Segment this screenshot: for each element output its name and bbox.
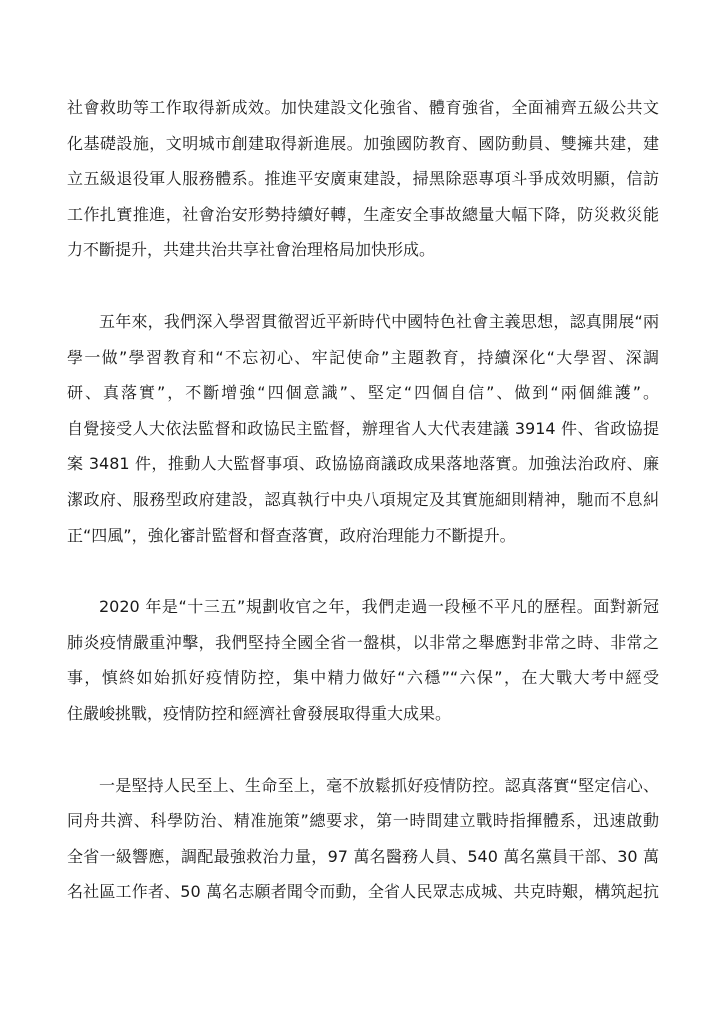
body-text xyxy=(67,90,659,910)
text-line: 一是堅持人民至上、生命至上，毫不放鬆抓好疫情防控。認真落實“堅定信心、 xyxy=(99,775,659,795)
text-line: 全省一級響應，調配最強救治力量，97 萬名醫務人員、540 萬名黨員干部、30 萬 xyxy=(67,846,659,866)
paragraph-spacer xyxy=(67,268,659,304)
text-line: 力不斷提升，共建共治共享社會治理格局加快形成。 xyxy=(67,240,436,260)
text-line: 2020 年是“十三五”規劃收官之年，我們走過一段極不平凡的歷程。面對新冠 xyxy=(99,597,659,617)
text-line: 社會救助等工作取得新成效。加快建設文化強省、體育強省，全面補齊五級公共文 xyxy=(67,98,659,117)
text-line: 潔政府、服務型政府建設，認真執行中央八項規定及其實施細則精神，馳而不息糾 xyxy=(67,489,659,509)
text-line: 化基礎設施，文明城市創建取得新進展。加強國防教育、國防動員、雙擁共建，建 xyxy=(67,133,659,153)
paragraph-social-governance xyxy=(67,90,659,268)
text-line: 五年來，我們深入學習貫徹習近平新時代中國特色社會主義思想，認真開展“兩 xyxy=(99,311,659,331)
paragraph-epidemic-control xyxy=(67,768,659,910)
paragraph-spacer xyxy=(67,732,659,768)
text-line: 正“四風”，強化審計監督和督查落實，政府治理能力不斷提升。 xyxy=(67,525,516,545)
paragraph-spacer xyxy=(67,553,659,589)
text-line: 工作扎實推進，社會治安形勢持續好轉，生產安全事故總量大幅下降，防災救災能 xyxy=(67,204,659,224)
text-line: 名社區工作者、50 萬名志願者聞令而動，全省人民眾志成城、共克時艱，構筑起抗 xyxy=(67,882,659,902)
text-line: 同舟共濟、科學防治、精准施策”總要求，第一時間建立戰時指揮體系，迅速啟動 xyxy=(67,811,659,831)
text-line: 立五級退役軍人服務體系。推進平安廣東建設，掃黑除惡專項斗爭成效明顯，信訪 xyxy=(67,169,659,189)
paragraph-2020 xyxy=(67,589,659,731)
text-line: 住嚴峻挑戰，疫情防控和經濟社會發展取得重大成果。 xyxy=(67,703,452,723)
text-line: 學一做”學習教育和“不忘初心、牢記使命”主題教育，持續深化“大學習、深調 xyxy=(67,347,659,367)
text-line: 案 3481 件，推動人大監督事項、政協協商議政成果落地落實。加強法治政府、廉 xyxy=(67,454,659,474)
text-line: 肺炎疫情嚴重沖擊，我們堅持全國全省一盤棋，以非常之舉應對非常之時、非常之 xyxy=(67,632,659,652)
text-line: 研、真落實”，不斷增強“四個意識”、堅定“四個自信”、做到“兩個維護”。 xyxy=(67,383,659,403)
text-line: 自覺接受人大依法監督和政協民主監督，辦理省人大代表建議 3914 件、省政協提 xyxy=(67,418,659,438)
paragraph-five-years xyxy=(67,304,659,553)
text-line: 事，慎終如始抓好疫情防控，集中精力做好“六穩”“六保”，在大戰大考中經受 xyxy=(67,668,659,688)
